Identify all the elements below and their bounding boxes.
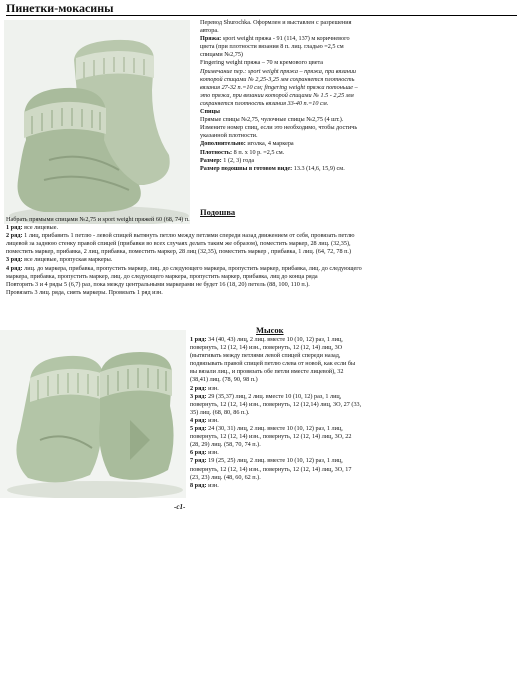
toe-row: 1 ряд: 34 (40, 43) лиц, 2 лиц. вместе 10 (10, 12) раз, 1 лиц, повернуть, 12 (12, 14) изн., повернуть, 12 (12, 14) лиц, 3О (вытягивать между петлями левой спицей спереди назад, подвязывать правой спицей петлю слева от новой, как если бы вы вязали лиц., и провязать обе петли вместе лицевой), 32 (38,41) лиц. (78, 90, 98 п.) [190,336,356,384]
sole-line: 4 ряд: лиц. до маркера, прибавка, пропустить маркер, лиц. до следующего маркера, пропустить маркер, прибавка, лиц. до следующего маркера, прибавка, пропустить маркер, лиц. до следующего маркера, пропустить маркер, прибавка, лиц до конца ряда [6,264,362,280]
toe-row: 2 ряд: изн. [190,384,219,392]
spec-line: Плотность: 8 п. х 10 р. =2,5 см. [200,148,285,156]
bootie-photo-bottom [0,330,186,498]
toe-row: 6 ряд: изн. [190,449,219,457]
sole-line: 1 ряд: все лицевые. [6,224,59,232]
toe-row: 8 ряд: изн. [190,481,219,489]
spec-line: Размер подошвы в готовом виде: 13.3 (14,6, 15,9) см. [200,164,345,172]
sole-line: Повторять 3 и 4 ряды 5 (6,7) раз, пока между центральными маркерами не будет 16 (18, 20) петель (88, 100, 110 п.). [6,280,310,288]
title-divider [6,15,517,16]
sole-line: 2 ряд: 1 лиц, прибавить 1 петлю - левой спицей вытянуть петлю между петлями спереди назад движением от себя, провязать петлю лицевой за заднюю стенку правой спицей (прибавки во всех случаях делать таким же образом), поместить маркер, 28 лиц. (32,35), поместить маркер, прибавка, 2 лиц, прибавка, поместить маркер, 28 лиц (32,35), поместить маркер , прибавка, 1 лиц. (64, 72, 78 п.) [6,232,355,256]
spec-line: Дополнительно: иголка, 4 маркера [200,140,294,148]
spec-line: Перевод Shurochka. Оформлен и выставлен с разрешения автора. [200,19,352,35]
page-number: -c1- [174,503,186,511]
spec-line: Примечание пер.: sport weight пряжа – пряжа, при вязании которой спицами № 2,25-3,25 мм сохраняется плотность вязания 27-32 п.=10 см; fingering weight пряжа потоньше – это пряжа, при вязании которой спицами № 1.5 - 2,25 мм сохраняется плотность вязания 33-40 п.=10 см. [200,67,358,107]
toe-row: 3 ряд: 29 (35,37) лиц, 2 лиц. вместе 10 (10, 12) раз, 1 лиц, повернуть, 12 (12, 14) изн., повернуть, 12 (12,14) лиц, 3О, 27 (33, 35) лиц. (68, 80, 86 п.). [190,392,362,416]
page-title: Пинетки-мокасины [6,1,114,15]
bootie-photo-top [4,20,190,224]
spec-line: Пряжа: sport weight пряжа - 91 (114, 137) м коричневого цвета (при плотности вязания 8 п. лиц. гладью =2,5 см спицами №2,75) [200,35,350,59]
sole-instructions [6,216,368,297]
toe-row: 4 ряд: изн. [190,416,219,424]
spec-line: Размер: 1 (2, 3) года [200,156,255,164]
toe-row: 5 ряд: 24 (30, 31) лиц, 2 лиц. вместе 10 (10, 12) раз, 1 лиц, повернуть, 12 (12, 14) изн., повернуть, 12 (12, 14) лиц, 3О, 22 (28, 29) лиц. (58, 70, 74 п.). [190,425,352,449]
sole-line: 3 ряд: все лицевые, пропуская маркеры. [6,256,113,264]
sole-line: Набрать прямыми спицами №2,75 и sport weight пряжей 60 (68, 74) п. [6,216,190,223]
spec-line: Fingering weight пряжа – 70 м кремового цвета [200,59,323,67]
sole-section-title: Подошва [200,207,236,217]
specification-block [200,19,360,173]
toe-instructions [190,336,362,490]
spec-line: Спицы [200,108,220,116]
toe-section-title: Мысок [256,325,284,335]
toe-row: 7 ряд: 19 (25, 25) лиц, 2 лиц. вместе 10 (10, 12) раз, 1 лиц, повернуть, 12 (12, 14) изн., повернуть, 12 (12, 14) лиц, 3О, 17 (23, 23) лиц. (48, 60, 62 п.). [190,457,352,481]
spec-line: Прямые спицы №2,75, чулочные спицы №2,75 (4 шт.). Измените номер спиц, если это необходимо, чтобы достичь указанной плотности. [200,116,358,140]
sole-line: Провязать 3 лиц. ряда, сиять маркеры. Провязать 1 ряд изн. [6,288,163,296]
